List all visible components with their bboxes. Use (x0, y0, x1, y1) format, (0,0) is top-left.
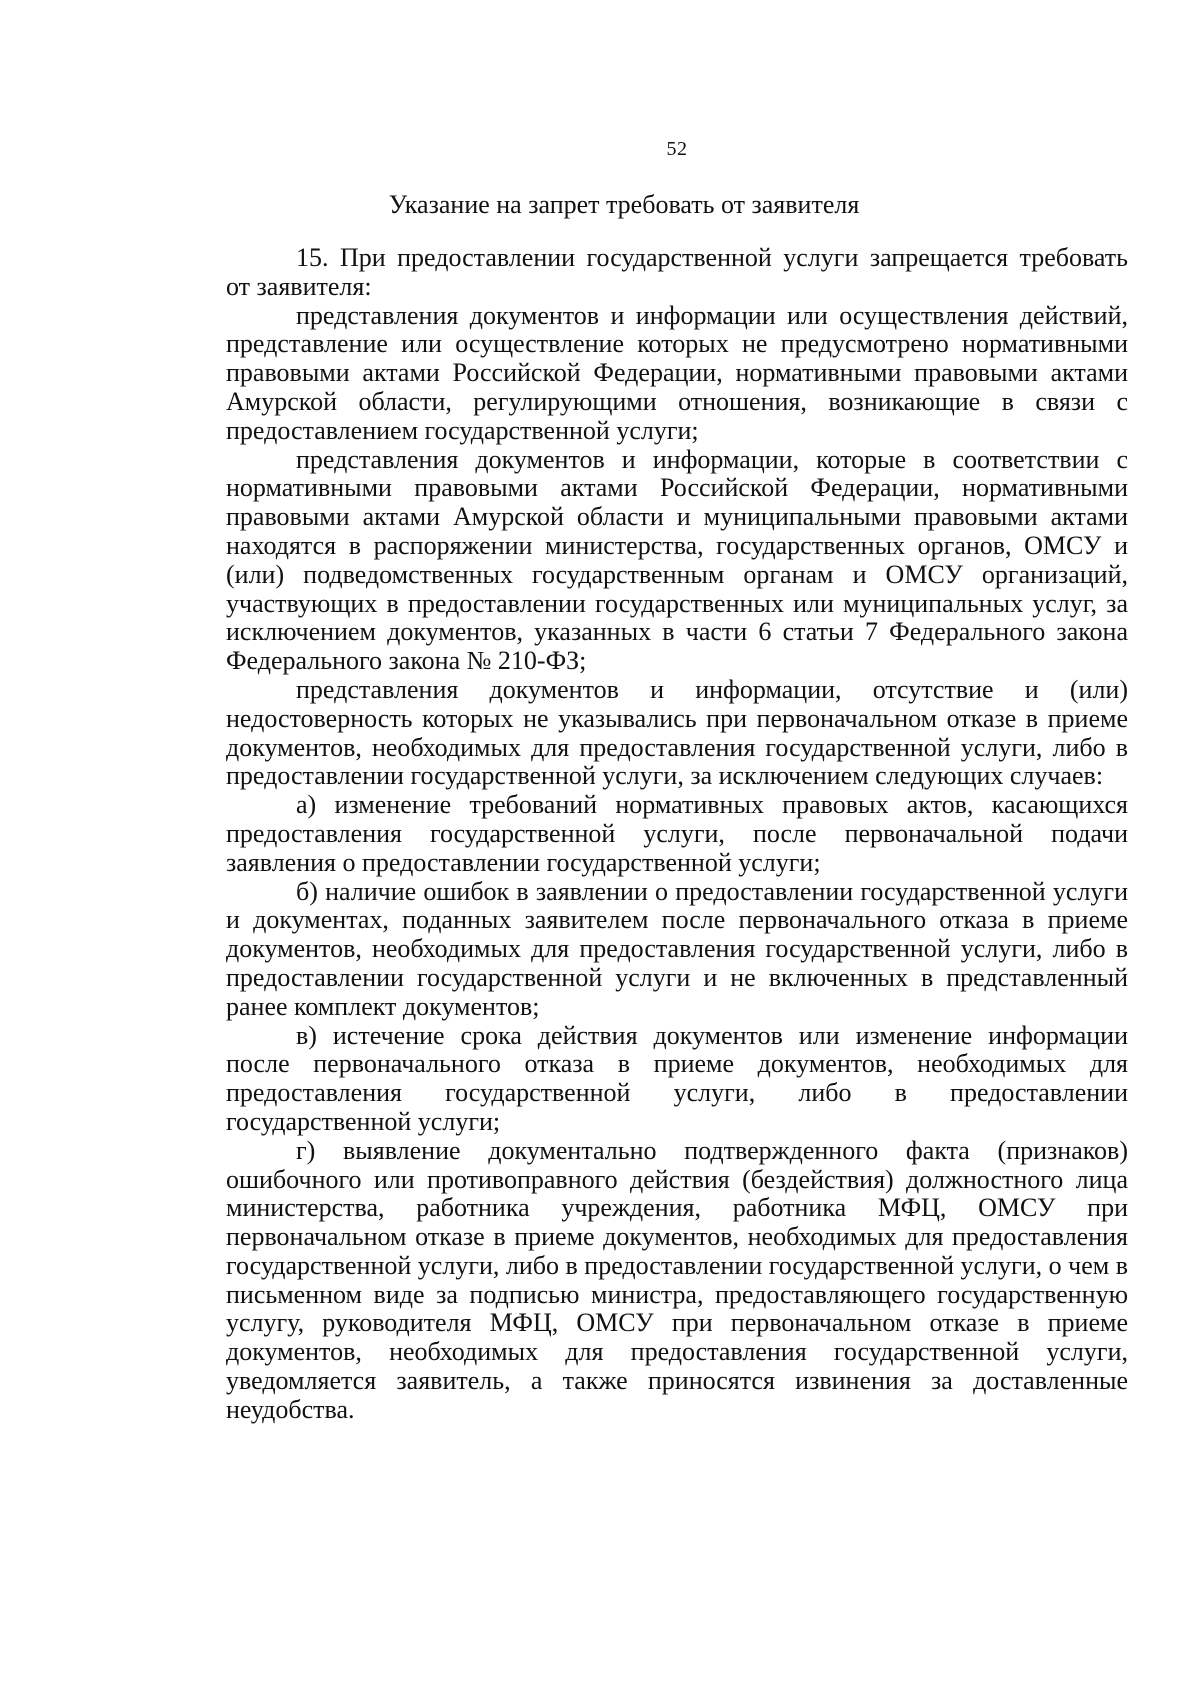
document-body (226, 244, 1128, 1425)
paragraph-documents-actions: представления документов и информации или осуществления действий, представление или осуществление которых не предусмотрено нормативными правовыми актами Российской Федерации, нормативными правовыми актами Амурской области, регулирующими отношения, возникающие в связи с предоставлением государственной услуги; (226, 300, 1128, 445)
paragraph-documents-in-possession: представления документов и информации, которые в соответствии с нормативными правовыми актами Российской Федерации, нормативными правовыми актами Амурской области и муниципальными правовыми актами находятся в распоряжении министерства, государственных органов, ОМСУ и (или) подведомственных государственным органам и ОМСУ организаций, участвующих в предоставлении государственных или муниципальных услуг, за исключением документов, указанных в части 6 статьи 7 Федерального закона Федерального закона № 210-ФЗ; (226, 444, 1128, 676)
list-item-g: г) выявление документально подтвержденного факта (признаков) ошибочного или противоправного действия (бездействия) должностного лица министерства, работника учреждения, работника МФЦ, ОМСУ при первоначальном отказе в приеме документов, необходимых для предоставления государственной услуги, либо в предоставлении государственной услуги, о чем в письменном виде за подписью министра, предоставляющего государственную услугу, руководителя МФЦ, ОМСУ при первоначальном отказе в приеме документов, необходимых для предоставления государственной услуги, уведомляется заявитель, а также приносятся извинения за доставленные неудобства. (226, 1135, 1128, 1424)
paragraph-documents-not-indicated: представления документов и информации, отсутствие и (или) недостоверность которых не указывались при первоначальном отказе в приеме документов, необходимых для предоставления государственной услуги, либо в предоставлении государственной услуги, за исключением следующих случаев: (226, 674, 1128, 791)
list-item-a: а) изменение требований нормативных правовых актов, касающихся предоставления государственной услуги, после первоначальной подачи заявления о предоставлении государственной услуги; (226, 790, 1128, 877)
page-number: 52 (666, 138, 688, 160)
paragraph-intro: 15. При предоставлении государственной услуги запрещается требовать от заявителя: (226, 243, 1128, 301)
section-heading: Указание на запрет требовать от заявителя (388, 190, 860, 219)
list-item-v: в) истечение срока действия документов или изменение информации после первоначального отказа в приеме документов, необходимых для предоставления государственной услуги, либо в предоставлении государственной услуги; (226, 1020, 1128, 1136)
list-item-b: б) наличие ошибок в заявлении о предоставлении государственной услуги и документах, поданных заявителем после первоначального отказа в приеме документов, необходимых для предоставления государственной услуги, либо в предоставлении государственной услуги и не включенных в представленный ранее комплект документов; (226, 876, 1128, 1021)
